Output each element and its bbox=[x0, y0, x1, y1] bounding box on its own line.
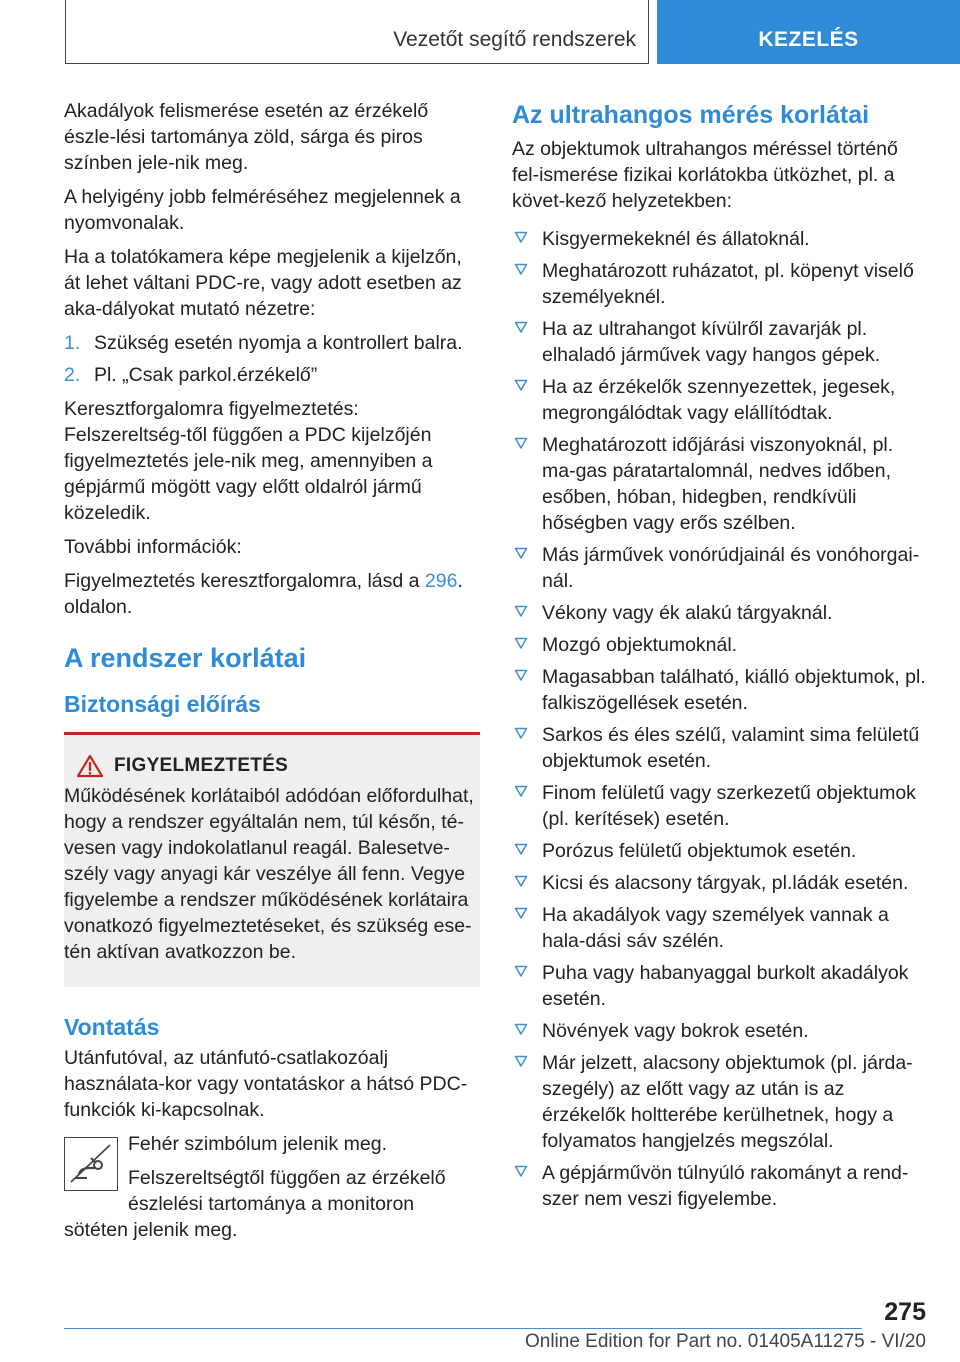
triangle-bullet-icon bbox=[514, 1022, 528, 1036]
header-section-tab bbox=[65, 0, 649, 64]
limitation-item bbox=[512, 722, 927, 774]
paragraph-cross-traffic: Keresztforgalomra figyelmeztetés: Felszereltség-től függően a PDC kijelzőjén figyelmeztetés jele-nik meg, amennyiben a gépjármű mögött vagy előtt oldalról jármű közeledik. bbox=[64, 398, 433, 524]
limitation-item bbox=[512, 1018, 927, 1044]
page-link-296[interactable]: 296 bbox=[424, 570, 458, 592]
heading-ultrasonic-limits: Az ultrahangos mérés korlátai bbox=[512, 101, 870, 129]
page-number: 275 bbox=[884, 1298, 926, 1326]
limitation-item bbox=[512, 258, 927, 310]
limitation-text: Kicsi és alacsony tárgyak, pl.ládák esetén. bbox=[542, 872, 909, 894]
limitation-text: Növények vagy bokrok esetén. bbox=[542, 1020, 809, 1042]
triangle-bullet-icon bbox=[514, 784, 528, 798]
limitation-item bbox=[512, 600, 927, 626]
header-chapter-title: KEZELÉS bbox=[758, 28, 859, 51]
triangle-bullet-icon bbox=[514, 320, 528, 334]
heading-towing: Vontatás bbox=[64, 1014, 160, 1040]
paragraph-white-symbol: Fehér szimbólum jelenik meg. bbox=[128, 1133, 388, 1155]
step-text: Pl. „Csak parkol.érzékelő” bbox=[94, 364, 318, 386]
limitation-item bbox=[512, 542, 927, 594]
paragraph-more-info: További információk: bbox=[64, 536, 242, 558]
limitation-text: Magasabban található, kiálló objektumok, pl. falkiszögellések esetén. bbox=[542, 666, 926, 714]
triangle-bullet-icon bbox=[514, 1164, 528, 1178]
limitation-item bbox=[512, 1050, 927, 1154]
limitation-item bbox=[512, 780, 927, 832]
limitation-item bbox=[512, 226, 927, 252]
warning-body: Működésének korlátaiból adódóan előfordulhat, hogy a rendszer egyáltalán nem, túl későn, té-vesen vagy indokolatlanul reagál. Balesetve-szély vagy anyagi kár veszélye áll fenn. Vegye figyelembe a rendszer működésének korlátaira vonatkozó figyelmeztetéseket, és szükség ese-tén aktívan avatkozzon be. bbox=[64, 785, 474, 963]
limitation-item bbox=[512, 902, 927, 954]
limitation-text: Ha az érzékelők szennyezettek, jegesek, megrongálódtak vagy elállítódtak. bbox=[542, 376, 896, 424]
tow-symbol-block bbox=[64, 1131, 480, 1243]
limitation-text: Puha vagy habanyaggal burkolt akadályok esetén. bbox=[542, 962, 909, 1010]
left-column bbox=[64, 98, 480, 1251]
limitation-text: Más járművek vonórúdjainál és vonóhorgai-nál. bbox=[542, 544, 920, 592]
triangle-bullet-icon bbox=[514, 906, 528, 920]
step-item bbox=[64, 362, 480, 388]
triangle-bullet-icon bbox=[514, 964, 528, 978]
paragraph-camera-switch: Ha a tolatókamera képe megjelenik a kijelzőn, át lehet váltani PDC-re, vagy adott esetben az aka-dályokat mutató nézetre: bbox=[64, 246, 462, 320]
steps-list bbox=[64, 330, 480, 388]
limitation-text: Mozgó objektumoknál. bbox=[542, 634, 738, 656]
limitation-item bbox=[512, 838, 927, 864]
paragraph-ultrasonic-intro: Az objektumok ultrahangos méréssel történő fel-ismerése fizikai korlátokba ütközhet, pl. a követ-kező helyzetekben: bbox=[512, 138, 898, 212]
triangle-bullet-icon bbox=[514, 874, 528, 888]
triangle-bullet-icon bbox=[514, 668, 528, 682]
right-column bbox=[512, 100, 927, 1218]
triangle-bullet-icon bbox=[514, 436, 528, 450]
limitations-list bbox=[512, 226, 927, 1212]
step-number: 2. bbox=[64, 364, 81, 386]
limitation-item bbox=[512, 374, 927, 426]
limitation-item bbox=[512, 870, 927, 896]
limitation-item bbox=[512, 432, 927, 536]
triangle-bullet-icon bbox=[514, 842, 528, 856]
limitation-text: A gépjárművön túlnyúló rakományt a rend-szer nem veszi figyelembe. bbox=[542, 1162, 909, 1210]
warning-title: FIGYELMEZTETÉS bbox=[114, 755, 289, 776]
heading-system-limits: A rendszer korlátai bbox=[64, 643, 307, 673]
limitation-text: Finom felületű vagy szerkezetű objektumok (pl. kerítések) esetén. bbox=[542, 782, 916, 830]
reference-suffix: . oldalon. bbox=[64, 570, 463, 618]
triangle-bullet-icon bbox=[514, 262, 528, 276]
trailer-hitch-icon bbox=[64, 1137, 118, 1191]
header-section-title: Vezetőt segítő rendszerek bbox=[393, 28, 636, 51]
limitation-text: Meghatározott időjárási viszonyoknál, pl. ma-gas páratartalomnál, nedves időben, esőben, hóban, hidegben, rendkívüli hőségben vagy erős szélben. bbox=[542, 434, 894, 534]
limitation-text: Ha akadályok vagy személyek vannak a hala-dási sáv szélén. bbox=[542, 904, 889, 952]
limitation-text: Kisgyermekeknél és állatoknál. bbox=[542, 228, 810, 250]
paragraph-detection-colors: Akadályok felismerése esetén az érzékelő észle-lési tartománya zöld, sárga és piros színben jele-nik meg. bbox=[64, 100, 429, 174]
limitation-item bbox=[512, 1160, 927, 1212]
triangle-bullet-icon bbox=[514, 1054, 528, 1068]
paragraph-sensor-dark: Felszereltségtől függően az érzékelő észlelési tartománya a monitoron sötéten jelenik meg. bbox=[64, 1167, 446, 1241]
limitation-text: Vékony vagy ék alakú tárgyaknál. bbox=[542, 602, 833, 624]
limitation-text: Meghatározott ruházatot, pl. köpenyt viselő személyeknél. bbox=[542, 260, 914, 308]
limitation-text: Porózus felületű objektumok esetén. bbox=[542, 840, 857, 862]
triangle-bullet-icon bbox=[514, 636, 528, 650]
limitation-text: Sarkos és éles szélű, valamint sima felületű objektumok esetén. bbox=[542, 724, 920, 772]
limitation-text: Már jelzett, alacsony objektumok (pl. járda-szegély) az előtt vagy az után is az érzékelők holtterébe kerülhetnek, hogy a folyamatos hangjelzés megszólal. bbox=[542, 1052, 913, 1152]
warning-box bbox=[64, 732, 480, 987]
warning-title-row bbox=[64, 753, 474, 779]
footer-divider bbox=[64, 1328, 862, 1329]
limitation-item bbox=[512, 316, 927, 368]
header-chapter-tab bbox=[657, 0, 960, 64]
paragraph-towing: Utánfutóval, az utánfutó-csatlakozóalj használata-kor vagy vontatáskor a hátsó PDC-funkciók ki-kapcsolnak. bbox=[64, 1047, 468, 1121]
reference-text: Figyelmeztetés keresztforgalomra, lásd a bbox=[64, 570, 425, 592]
limitation-text: Ha az ultrahangot kívülről zavarják pl. elhaladó járművek vagy hangos gépek. bbox=[542, 318, 881, 366]
step-number: 1. bbox=[64, 332, 81, 354]
triangle-bullet-icon bbox=[514, 604, 528, 618]
step-text: Szükség esetén nyomja a kontrollert balra. bbox=[94, 332, 463, 354]
triangle-bullet-icon bbox=[514, 378, 528, 392]
limitation-item bbox=[512, 632, 927, 658]
footer-edition: Online Edition for Part no. 01405A11275 - VI/20 bbox=[524, 1331, 926, 1352]
triangle-bullet-icon bbox=[514, 546, 528, 560]
triangle-bullet-icon bbox=[514, 726, 528, 740]
paragraph-track-lines: A helyigény jobb felméréséhez megjelennek a nyomvonalak. bbox=[64, 186, 461, 234]
step-item bbox=[64, 330, 480, 356]
limitation-item bbox=[512, 960, 927, 1012]
paragraph-reference bbox=[64, 568, 480, 620]
warning-triangle-icon bbox=[76, 754, 104, 778]
limitation-item bbox=[512, 664, 927, 716]
triangle-bullet-icon bbox=[514, 230, 528, 244]
heading-safety-note: Biztonsági előírás bbox=[64, 691, 261, 717]
